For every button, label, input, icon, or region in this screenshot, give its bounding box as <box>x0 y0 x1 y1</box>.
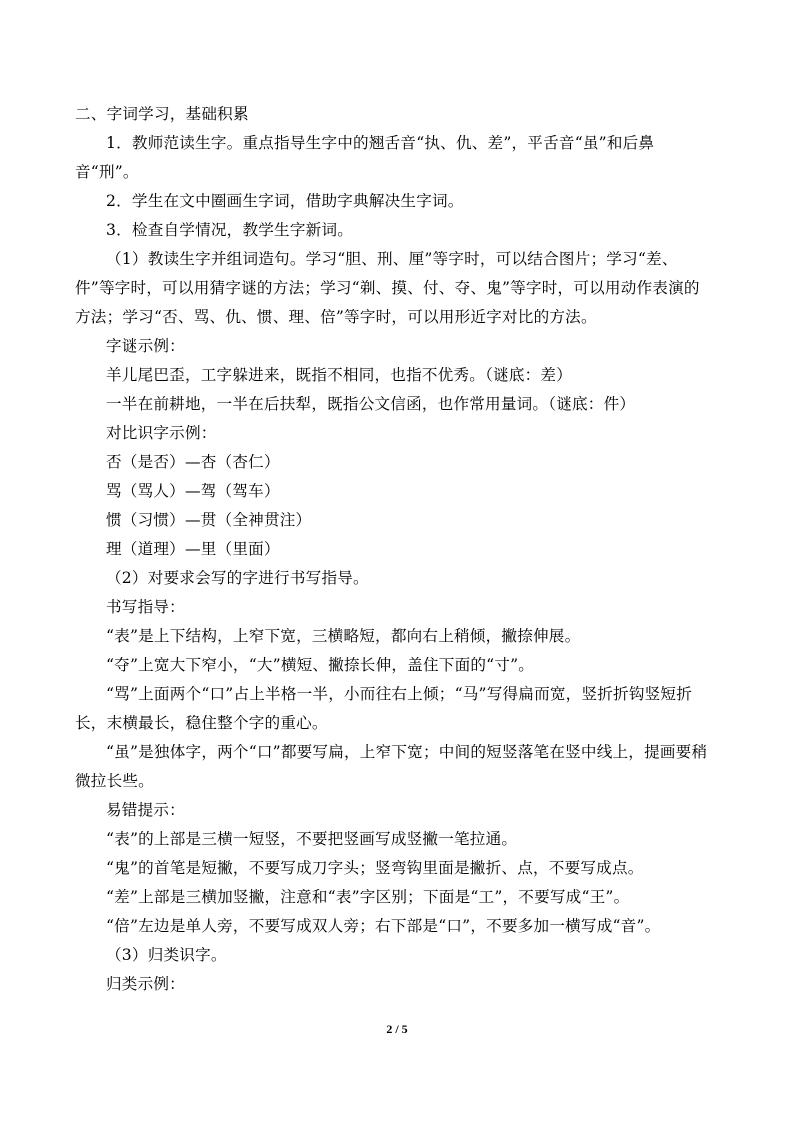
paragraph: 羊儿尾巴歪，工字躲进来，既指不相同，也指不优秀。（谜底：差） <box>106 366 573 384</box>
paragraph: 1．教师范读生字。重点指导生字中的翘舌音“执、仇、差”，平舌音“虽”和后鼻音“刑”。 <box>75 134 655 181</box>
paragraph: “鬼”的首笔是短撇，不要写成刀字头；竖弯钩里面是撇折、点，不要写成点。 <box>106 859 644 877</box>
paragraph: 惯（习惯）—贯（全神贯注） <box>106 511 312 529</box>
paragraph: 易错提示： <box>106 801 185 819</box>
paragraph: （1）教读生字并组词造句。学习“胆、刑、厘”等字时，可以结合图片；学习“差、件”等字时，可以用猜字谜的方法；学习“剃、摸、付、夺、鬼”等字时，可以用动作表演的方法；学习“否、骂、仇、惯、理、倍”等字时，可以用形近字对比的方法。 <box>75 250 700 326</box>
paragraph: 一半在前耕地，一半在后扶犁，既指公文信函，也作常用量词。（谜底：件） <box>106 395 636 413</box>
paragraph: 对比识字示例： <box>106 424 217 442</box>
paragraph: “夺”上宽大下窄小，“大”横短、撇捺长伸，盖住下面的“寸”。 <box>106 656 535 674</box>
paragraph: “表”的上部是三横一短竖，不要把竖画写成竖撇一笔拉通。 <box>106 830 518 848</box>
page-number: 2 / 5 <box>386 1022 408 1036</box>
paragraph: （3）归类识字。 <box>106 946 227 964</box>
paragraph: 字谜示例： <box>106 337 185 355</box>
paragraph: 3．检查自学情况，教学生字新词。 <box>106 221 354 239</box>
document-body <box>75 100 715 999</box>
paragraph: “倍”左边是单人旁，不要写成双人旁；右下部是“口”，不要多加一横写成“音”。 <box>106 917 661 935</box>
paragraph: 归类示例： <box>106 975 185 993</box>
paragraph: 理（道理）—里（里面） <box>106 540 280 558</box>
paragraph: 骂（骂人）—驾（驾车） <box>106 482 280 500</box>
paragraph: 2．学生在文中圈画生字词，借助字典解决生字词。 <box>106 192 464 210</box>
section-heading: 二、字词学习，基础积累 <box>75 105 249 123</box>
paragraph: “骂”上面两个“口”占上半格一半，小而往右上倾；“马”写得扁而宽，竖折折钩竖短折长，末横最长，稳住整个字的重心。 <box>75 685 693 732</box>
paragraph: “表”是上下结构，上窄下宽，三横略短，都向右上稍倾，撇捺伸展。 <box>106 627 581 645</box>
paragraph: （2）对要求会写的字进行书写指导。 <box>106 569 369 587</box>
paragraph: 书写指导： <box>106 598 185 616</box>
paragraph: “差”上部是三横加竖撇，注意和“表”字区别；下面是“工”，不要写成“王”。 <box>106 888 630 906</box>
paragraph: “虽”是独体字，两个“口”都要写扁，上窄下宽；中间的短竖落笔在竖中线上，提画要稍微拉长些。 <box>75 743 708 790</box>
paragraph: 否（是否）—杏（杏仁） <box>106 453 280 471</box>
